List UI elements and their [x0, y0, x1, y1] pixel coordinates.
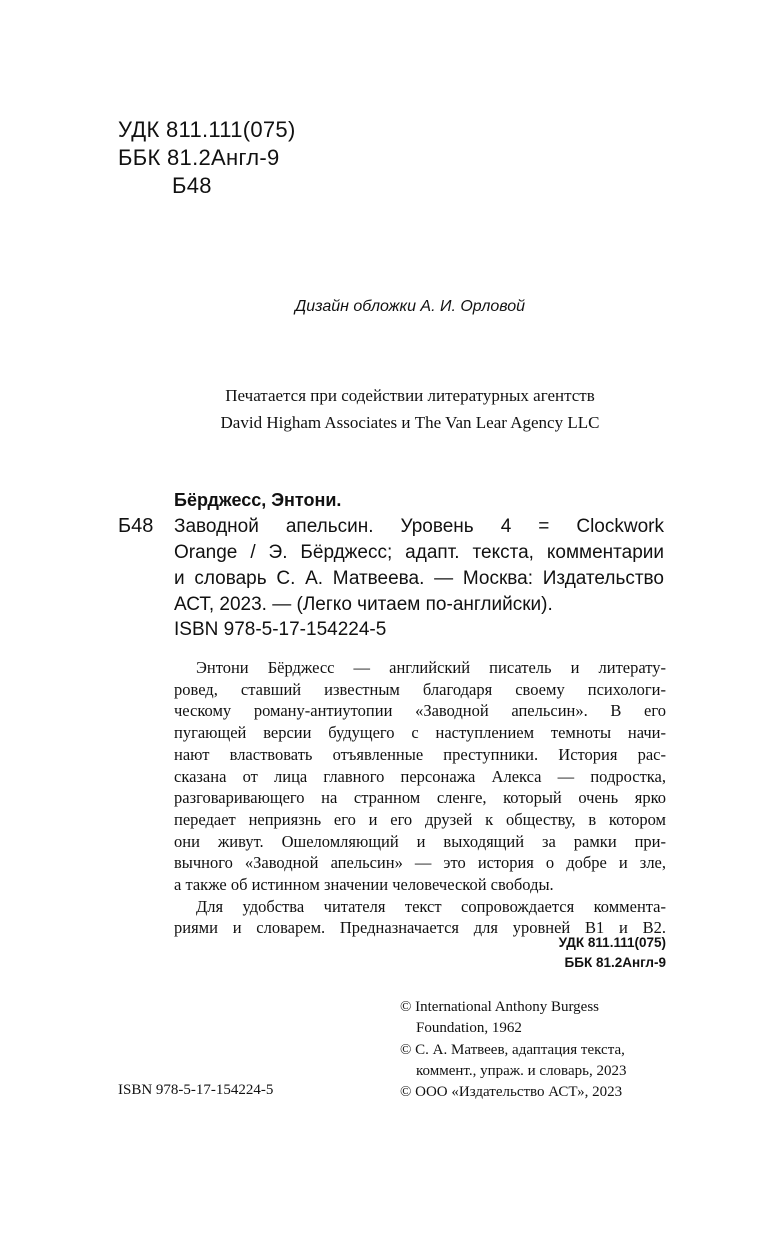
author-mark-side: Б48	[118, 515, 154, 537]
abstract-line: передает неприязнь его и его друзей к обществу, в котором	[174, 809, 666, 829]
bibliographic-description	[174, 514, 664, 618]
abstract-line: а также об истинном значении человеческой свободы.	[174, 875, 554, 895]
printed-notice-line: David Higham Associates и The Van Lear Agency LLC	[220, 413, 600, 432]
author-heading: Бёрджесс, Энтони.	[174, 490, 342, 510]
udk-code: УДК 811.111(075)	[118, 117, 296, 142]
bibliographic-line: АСТ, 2023. — (Легко читаем по-английски).	[174, 594, 553, 615]
abstract-line: Для удобства читателя текст сопровождается коммента-	[196, 896, 666, 916]
abstract-line: они живут. Ошеломляющий и выходящий за рамки при-	[174, 831, 666, 851]
abstract-line: вычного «Заводной апельсин» — это история о добре и зле,	[174, 853, 666, 873]
bibliographic-line: и словарь С. А. Матвеева. — Москва: Издательство	[174, 568, 664, 589]
copyright-line: © ООО «Издательство АСТ», 2023	[400, 1084, 623, 1101]
design-credit: Дизайн обложки А. И. Орловой	[294, 298, 526, 315]
abstract-line: нают властвовать отъявленные преступники. История рас-	[174, 744, 666, 764]
printed-notice-line: Печатается при содействии литературных агентств	[225, 386, 595, 405]
udk-code-small: УДК 811.111(075)	[558, 935, 666, 950]
author-mark: Б48	[172, 173, 212, 198]
abstract-line: Энтони Бёрджесс — английский писатель и литерату-	[196, 658, 666, 677]
abstract-line: ческому роману-антиутопии «Заводной апельсин». В его	[174, 701, 666, 721]
abstract-line: риями и словарем. Предназначается для уровней B1 и B2.	[174, 918, 666, 938]
printed-notice	[150, 382, 670, 436]
bbk-code: ББК 81.2Англ-9	[118, 145, 280, 170]
abstract-line: сказана от лица главного персонажа Алекса — подростка,	[174, 766, 666, 786]
copyright-block	[400, 997, 668, 1103]
abstract-line: разговаривающего на странном сленге, который очень ярко	[174, 788, 666, 808]
copyright-line: © С. А. Матвеев, адаптация текста,	[400, 1041, 625, 1058]
abstract	[174, 657, 666, 939]
bibliographic-line: Заводной апельсин. Уровень 4 = Clockwork	[174, 516, 664, 537]
copyright-line: © International Anthony Burgess	[400, 999, 600, 1015]
copyright-line: коммент., упраж. и словарь, 2023	[416, 1062, 627, 1079]
bbk-code-small: ББК 81.2Англ-9	[564, 955, 666, 970]
codes-right	[440, 933, 666, 973]
abstract-line: ровед, ставший известным благодаря своему психологи-	[174, 679, 666, 699]
bibliographic-line: Orange / Э. Бёрджесс; адапт. текста, комментарии	[174, 542, 664, 563]
classification-block	[118, 116, 296, 200]
isbn-bottom: ISBN 978-5-17-154224-5	[118, 1082, 274, 1098]
isbn-main: ISBN 978-5-17-154224-5	[174, 619, 387, 640]
copyright-line: Foundation, 1962	[416, 1020, 522, 1037]
abstract-line: пугающей версии будущего с наступлением темноты начи-	[174, 723, 666, 743]
